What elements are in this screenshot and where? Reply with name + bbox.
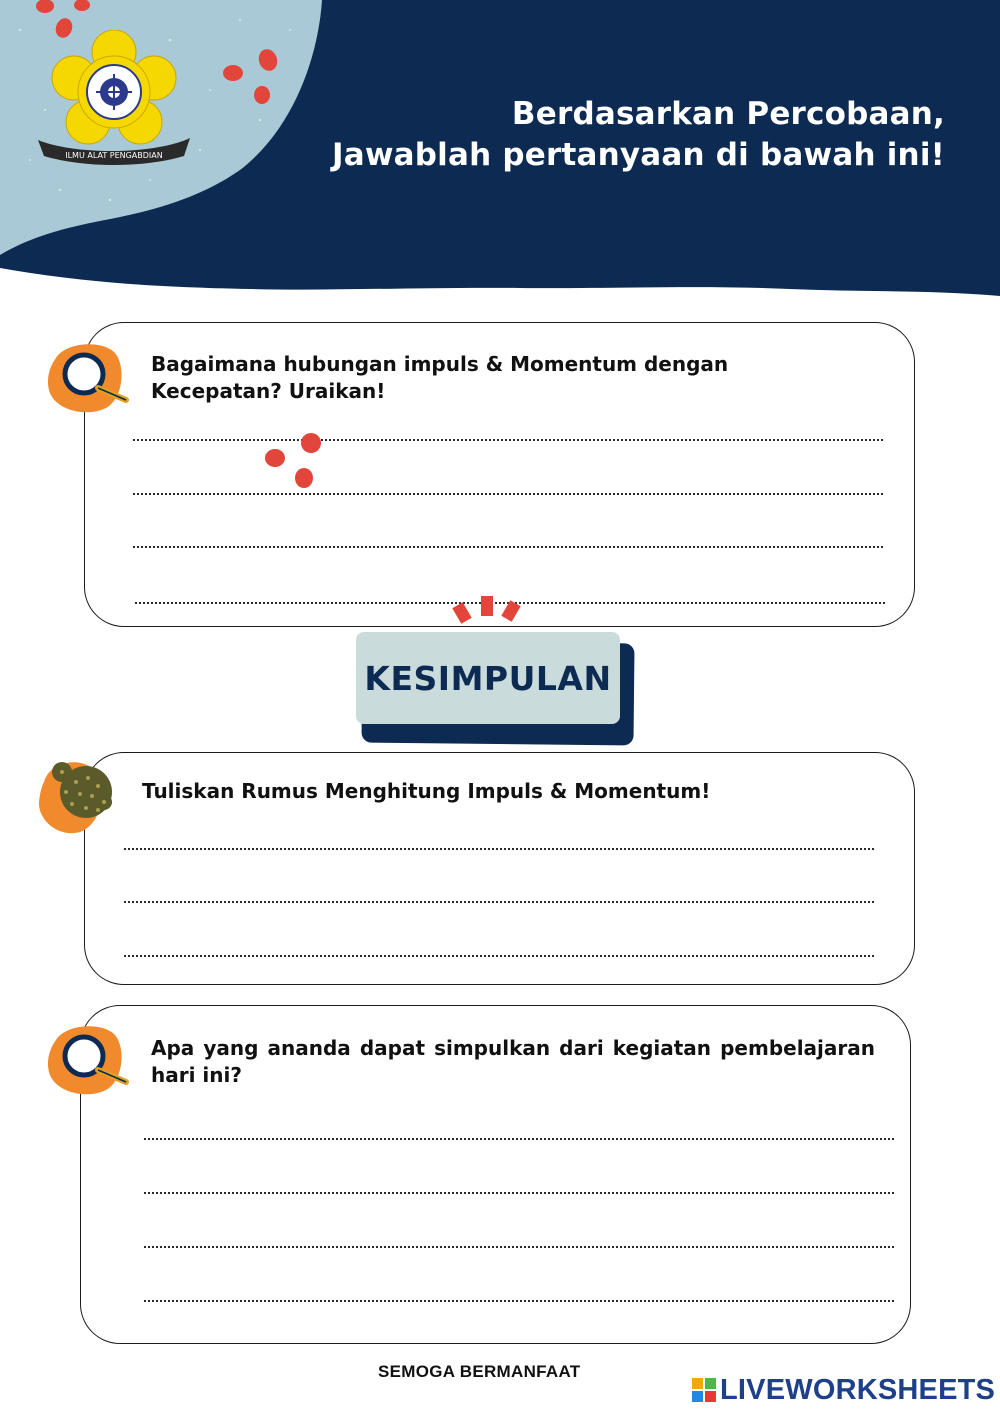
question-2-text: Tuliskan Rumus Menghitung Impuls & Momentum! [142,779,711,803]
section-badge [356,632,620,724]
answer-line-2-1[interactable] [124,848,874,850]
title-line-1: Berdasarkan Percobaan, [511,96,945,132]
page-title [332,94,945,176]
footer-text: SEMOGA BERMANFAAT [378,1362,581,1381]
question-3-text: Apa yang ananda dapat simpulkan dari kegiatan pembelajaran hari ini? [151,1036,875,1087]
magnifier-icon [46,1022,136,1097]
answer-line-3-1[interactable] [144,1138,894,1140]
answer-line-3-2[interactable] [144,1192,894,1194]
liveworksheets-brand: LIVEWORKSHEETS [720,1373,996,1406]
title-line-2: Jawablah pertanyaan di bawah ini! [331,137,945,173]
cactus-icon [36,752,126,837]
spark-decoration [448,590,528,626]
liveworksheets-icon [692,1378,716,1402]
university-logo [34,30,194,170]
question-1-text: Bagaimana hubungan impuls & Momentum dengan Kecepatan? Uraikan! [151,352,729,403]
answer-line-1-2[interactable] [133,493,883,495]
answer-line-3-4[interactable] [144,1300,894,1302]
answer-line-1-3[interactable] [133,546,883,548]
section-title: KESIMPULAN [364,658,612,698]
svg-text:ILMU ALAT PENGABDIAN: ILMU ALAT PENGABDIAN [65,151,163,160]
answer-line-2-3[interactable] [124,955,874,957]
liveworksheets-logo[interactable] [692,1370,995,1410]
answer-line-1-1[interactable] [133,439,883,441]
magnifier-icon [46,340,136,415]
answer-line-2-2[interactable] [124,901,874,903]
answer-line-3-3[interactable] [144,1246,894,1248]
red-petals-q1 [258,428,338,493]
